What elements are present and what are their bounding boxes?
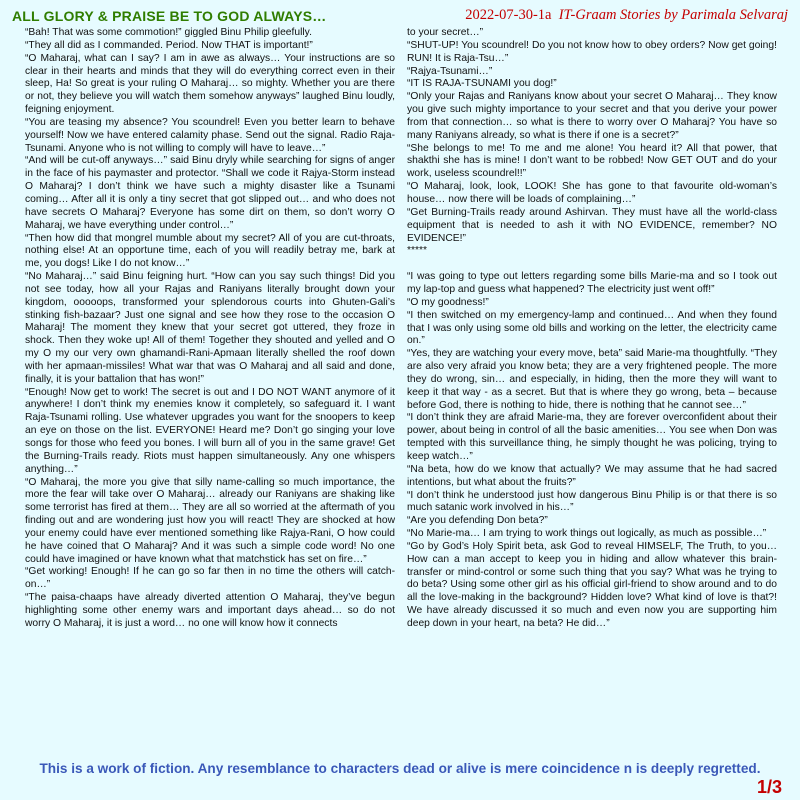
- paragraph: “Na beta, how do we know that actually? We may assume that he had sacred intentions, but what about the fruits?”: [407, 463, 777, 488]
- paragraph: “O Maharaj, what can I say? I am in awe as always… Your instructions are so clear in their hearts and minds that they will do everything correct even in their sleep, Ha! So great is your ruling O Maharaj… so mighty. Whether you are there or not, they believe you will watch them somehow anyways” laughed Binu loudly, feigning enjoyment.: [25, 52, 395, 116]
- page-number: 1/3: [756, 777, 782, 797]
- paragraph: “You are teasing my absence? You scoundrel! Even you better learn to behave yourself! Now we have entered calamity phase. Send out the signal. Radio Raja-Tsunami. Anyone who is not willing to comply will have to leave…”: [25, 116, 395, 154]
- paragraph: “They all did as I commanded. Period. Now THAT is important!”: [25, 39, 313, 51]
- right-column: [407, 27, 777, 755]
- paragraph: “Only your Rajas and Raniyans know about your secret O Maharaj… They know you give such mighty importance to your secret and that you derive your power from that connection… so what is there to worry over O Maharaj? You have so many Raniyans already, so what is there if one is a secret?”: [407, 91, 777, 141]
- paragraph: “The paisa-chaaps have already diverted attention O Maharaj, they’ve begun highlighting some other enemy wars and important days ahead… so do not worry O Maharaj, it is just a word… no one will know how it connects: [25, 592, 395, 629]
- paragraph: “No Maharaj…” said Binu feigning hurt. “How can you say such things! Did you not see today, how all your Rajas and Raniyans literally brought down your kingdom, ooooops, transformed your splendorous courts into Ghuten-Gali’s stinking fish-bazaar? Just one signal and see how they rose to the occasion O Maharaj! The moment they knew that your secret got uttered, they froze in shock. Then they woke up! All of them! Together they shouted and yelled and O my O my our very own ghamandi-Rani-Apmaan literally shelled the roof down with her apmaan-missiles! What war that was O Maharaj and all said and done, finally, it is your battalion that has won!”: [25, 271, 395, 385]
- paragraph: “O my goodness!”: [407, 296, 489, 308]
- paragraph: “She belongs to me! To me and me alone! You heard it? All that power, that shakthi she has is mine! I don’t want to be robbed! Now GET OUT and do your work, useless scoundrel!!”: [407, 142, 777, 180]
- paragraph: *****: [407, 245, 428, 257]
- paragraph: “Enough! Now get to work! The secret is out and I DO NOT WANT anymore of it anywhere! I don’t think my enemies know it completely, so safeguard it. I want Raja-Tsunami rolling. Use whatever upgrades you want for the snoopers to keep an eye on those on the list. EVERYONE! Heard me? Don’t go singing your love songs for those who feed you bones. I will burn all of you in the same grave! Get the Burning-Trails ready. Riots must happen simultaneously. Any one whispers anything…”: [25, 386, 395, 475]
- paragraph: “Yes, they are watching your every move, beta” said Marie-ma thoughtfully. “They are also very afraid you know beta; they are a very frightened people. The more they do wrong, sin… and especially, in hiding, then the more they will want to keep it that way - as a secret. But that is where they go wrong, beta – because before God, there is nothing to hide, there is nothing that he cannot see…”: [407, 348, 777, 411]
- header-tagline: ALL GLORY & PRAISE BE TO GOD ALWAYS…: [12, 8, 327, 24]
- paragraph: “SHUT-UP! You scoundrel! Do you not know how to obey orders? Now get going! RUN! It is Raja-Tsu…”: [407, 39, 777, 64]
- left-column: [25, 27, 395, 755]
- fiction-disclaimer: This is a work of fiction. Any resemblance to characters dead or alive is mere coincidence n is deeply regretted.: [39, 761, 761, 776]
- paragraph: “O Maharaj, the more you give that silly name-calling so much importance, the more the fear will take over O Maharaj… already our Raniyans are shaking like some terrorist has fired at them… They are all so worried at the aftermath of you finding out and are wondering just how you will react! They are shocked at how your enemy could have ever mentioned something like Rajya-Rani, O how could he have coined that O Maharaj? And it was such a simple code word! No one could have imagined or have known what that matchstick has set on fire…”: [25, 476, 395, 565]
- header-date-series: [465, 7, 788, 24]
- paragraph: “I was going to type out letters regarding some bills Marie-ma and so I took out my lap-top and guess what happened? The electricity just went off!”: [407, 271, 777, 296]
- paragraph: “Get working! Enough! If he can go so far then in no time the others will catch-on…”: [25, 566, 395, 591]
- paragraph: “O Maharaj, look, look, LOOK! She has gone to that favourite old-woman’s house… now there will be loads of complaining…”: [407, 181, 777, 205]
- paragraph: “Get Burning-Trails ready around Ashirvan. They must have all the world-class equipment that is needed to ash it with NO EVIDENCE, remember? NO EVIDENCE!”: [407, 206, 777, 244]
- paragraph: “I then switched on my emergency-lamp and continued… And when they found that I was only using some old bills and working on the letter, the electricity came on.”: [407, 309, 777, 347]
- header-series: IT-Graam Stories by Parimala Selvaraj: [558, 7, 788, 23]
- story-body: [25, 27, 777, 755]
- header-date: 2022-07-30-1a: [465, 7, 552, 23]
- paragraph: “Bah! That was some commotion!” giggled Binu Philip gleefully.: [25, 27, 312, 38]
- paragraph: “I don’t think they are afraid Marie-ma, they are forever overconfident about their power, about being in control of all the basic amenities… You see when Don was tempted with this surveillance thing, he simply thought he was policing, trying to keep watch…”: [407, 412, 777, 462]
- paragraph: “I don’t think he understood just how dangerous Binu Philip is or that there is so much satanic work involved in his…”: [407, 489, 777, 514]
- paragraph: “Then how did that mongrel mumble about my secret? All of you are cut-throats, nothing else! At an opportune time, each of you will readily betray me, bark at me, you dogs! Like I do not know…”: [25, 232, 395, 270]
- paragraph: “And will be cut-off anyways…” said Binu dryly while searching for signs of anger in the face of his paymaster and protector. “Shall we code it Rajya-Storm instead O Maharaj? I don’t think we have such a mighty disaster like a Tsunami coming… After all it is only a tiny secret that got slipped out… and who does not have secrets O Maharaj? Everyone has some dirt on them, so don’t worry O Maharaj, we have everything under control…”: [25, 155, 395, 231]
- paragraph: “Go by God’s Holy Spirit beta, ask God to reveal HIMSELF, The Truth, to you… How can a man accept to keep you in hiding and allow whatever this brain-transfer or mind-control or some such thing that you say? What was he trying to do beta? Using some other girl as his official girl-friend to show around and to do all the love-making in the background? Hidden love? What kind of love is that?! We have already discussed it so much and even now you are supporting him deep down in your heart, na beta? He did…”: [407, 540, 777, 629]
- paragraph: “No Marie-ma… I am trying to work things out logically, as much as possible…”: [407, 528, 767, 540]
- paragraph: “Rajya-Tsunami…”: [407, 65, 493, 77]
- paragraph: “IT IS RAJA-TSUNAMI you dog!”: [407, 78, 557, 90]
- paragraph: to your secret…”: [407, 27, 484, 38]
- paragraph: “Are you defending Don beta?”: [407, 515, 548, 527]
